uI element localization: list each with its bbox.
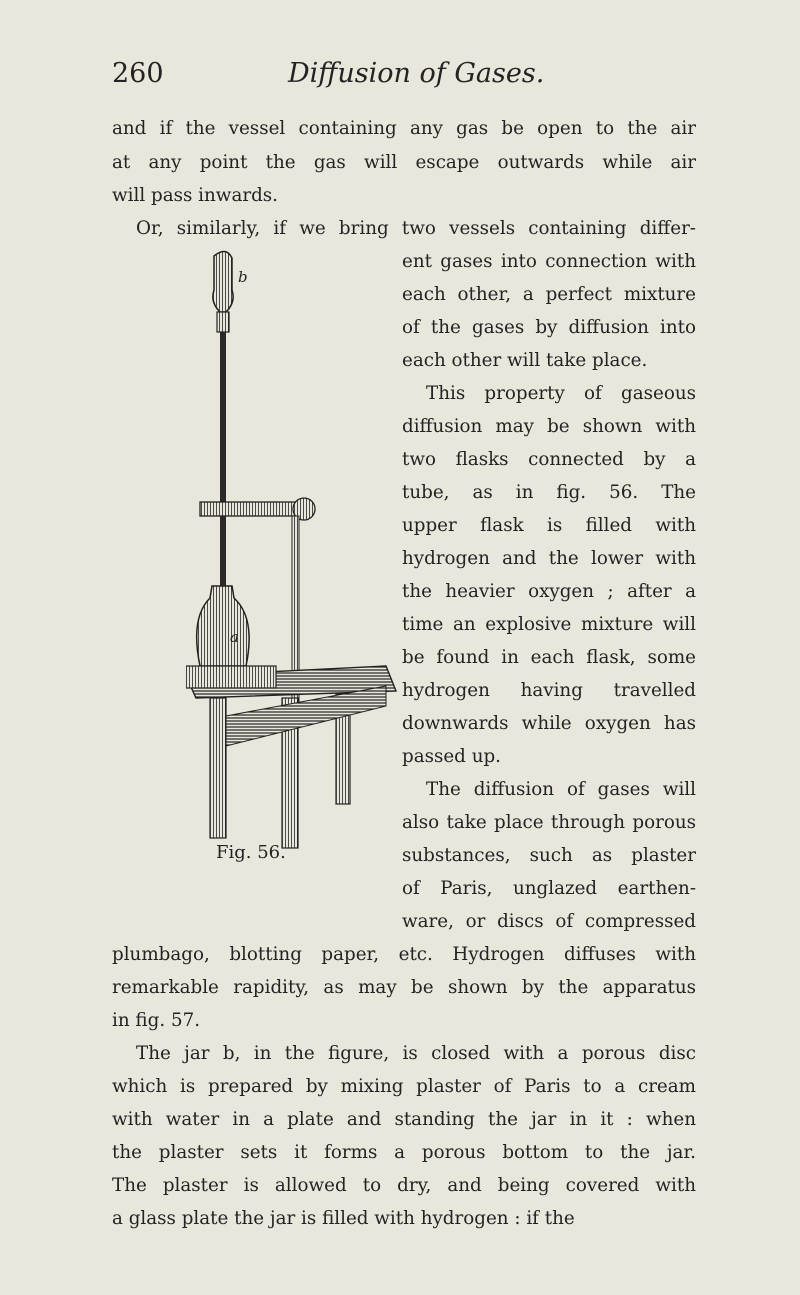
text-line: with water in a plate and standing the jar in it : when bbox=[112, 1109, 696, 1130]
text-line: time an explosive mixture will bbox=[402, 614, 696, 635]
text-line: which is prepared by mixing plaster of Paris to a cream bbox=[112, 1076, 696, 1097]
text-line: hydrogen having travelled bbox=[402, 680, 696, 701]
text-line: at any point the gas will escape outwards while air bbox=[112, 152, 696, 173]
text-line: of Paris, unglazed earthen- bbox=[402, 878, 696, 899]
text-line: each other, a perfect mixture bbox=[402, 284, 696, 305]
text-line: in fig. 57. bbox=[112, 1010, 201, 1031]
running-title: Diffusion of Gases. bbox=[288, 58, 545, 89]
text-line: passed up. bbox=[402, 746, 501, 767]
page-number: 260 bbox=[112, 58, 164, 89]
text-line: This property of gaseous bbox=[426, 383, 696, 404]
text-line: plumbago, blotting paper, etc. Hydrogen diffuses with bbox=[112, 944, 696, 965]
text-line: downwards while oxygen has bbox=[402, 713, 696, 734]
text-line: be found in each flask, some bbox=[402, 647, 696, 668]
figure-caption: Fig. 56. bbox=[216, 842, 286, 863]
text-line: Or, similarly, if we bring two vessels containing differ- bbox=[136, 218, 696, 239]
text-line: The plaster is allowed to dry, and being covered with bbox=[112, 1175, 696, 1196]
text-line: two flasks connected by a bbox=[402, 449, 696, 470]
diffusion-apparatus-illustration bbox=[186, 246, 406, 856]
text-line: and if the vessel containing any gas be open to the air bbox=[112, 118, 696, 139]
text-line: remarkable rapidity, as may be shown by the apparatus bbox=[112, 977, 696, 998]
text-line: ware, or discs of compressed bbox=[402, 911, 696, 932]
text-line: ent gases into connection with bbox=[402, 251, 696, 272]
figure-label-a: a bbox=[230, 628, 239, 646]
text-line: each other will take place. bbox=[402, 350, 648, 371]
text-line: The jar b, in the figure, is closed with a porous disc bbox=[136, 1043, 696, 1064]
text-line: diffusion may be shown with bbox=[402, 416, 696, 437]
text-line: The diffusion of gases will bbox=[426, 779, 696, 800]
figure-56 bbox=[186, 246, 406, 856]
figure-label-b: b bbox=[238, 268, 248, 286]
text-line: of the gases by diffusion into bbox=[402, 317, 696, 338]
text-line: also take place through porous bbox=[402, 812, 696, 833]
text-line: will pass inwards. bbox=[112, 185, 278, 206]
text-line: hydrogen and the lower with bbox=[402, 548, 696, 569]
text-line: the plaster sets it forms a porous bottom to the jar. bbox=[112, 1142, 696, 1163]
text-line: a glass plate the jar is filled with hydrogen : if the bbox=[112, 1208, 575, 1229]
text-line: the heavier oxygen ; after a bbox=[402, 581, 696, 602]
text-line: substances, such as plaster bbox=[402, 845, 696, 866]
text-line: tube, as in fig. 56. The bbox=[402, 482, 696, 503]
text-line: upper flask is filled with bbox=[402, 515, 696, 536]
running-head bbox=[112, 58, 712, 98]
